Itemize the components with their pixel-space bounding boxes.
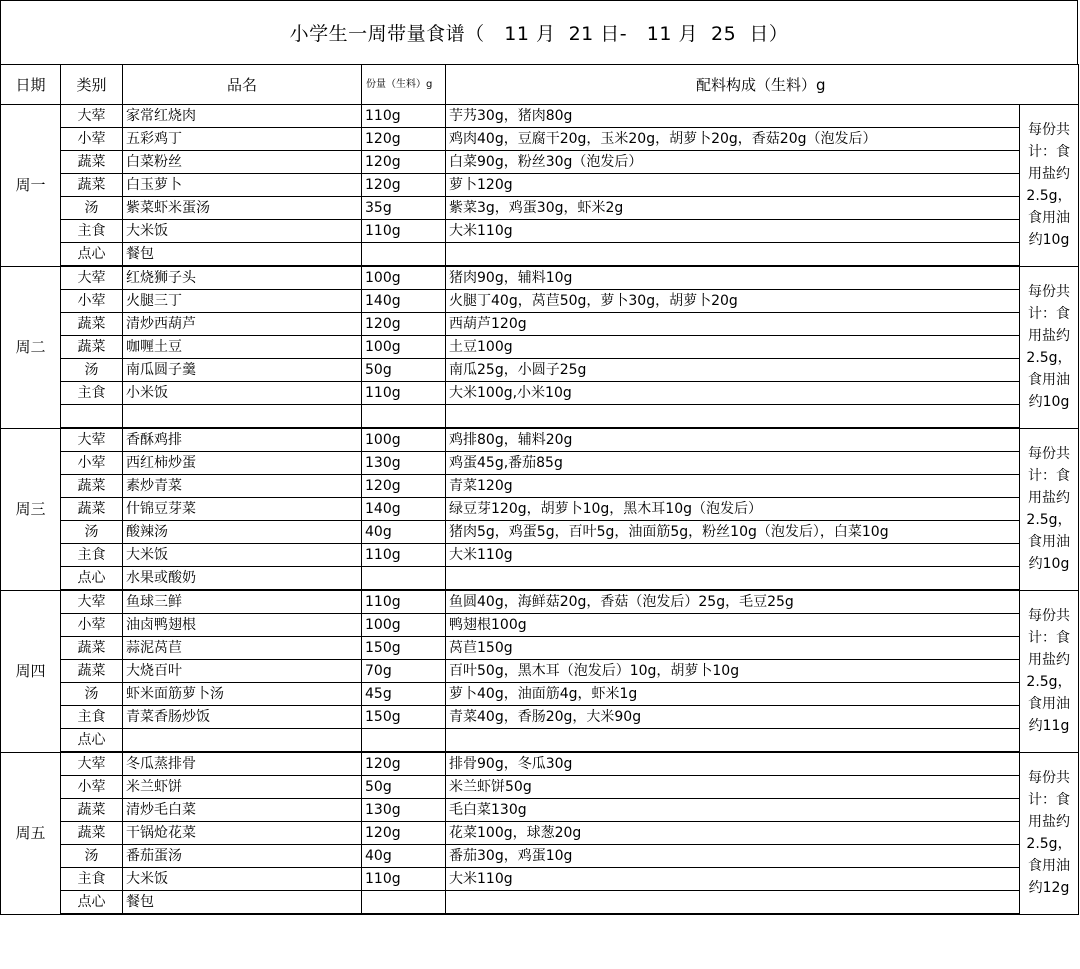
category-cell: 主食 (61, 868, 123, 891)
category-cell: 主食 (61, 706, 123, 729)
title-box (0, 0, 1078, 64)
name-cell: 什锦豆芽菜 (123, 498, 362, 521)
name-cell: 大烧百叶 (123, 660, 362, 683)
table-row (1, 544, 1079, 567)
amount-cell: 110g (362, 105, 446, 128)
amount-cell (362, 405, 446, 429)
category-cell: 小荤 (61, 776, 123, 799)
name-cell: 咖喱土豆 (123, 336, 362, 359)
amount-cell: 110g (362, 220, 446, 243)
name-cell (123, 405, 362, 429)
amount-cell: 150g (362, 637, 446, 660)
table-row (1, 729, 1079, 753)
ingredients-cell (446, 405, 1020, 429)
category-cell: 汤 (61, 359, 123, 382)
table-row (1, 822, 1079, 845)
amount-cell: 100g (362, 336, 446, 359)
category-cell: 蔬菜 (61, 336, 123, 359)
day-cell: 周四 (1, 590, 61, 752)
header-row (1, 65, 1079, 105)
name-cell: 清炒毛白菜 (123, 799, 362, 822)
day-cell: 周一 (1, 105, 61, 267)
name-cell: 大米饭 (123, 868, 362, 891)
category-cell: 蔬菜 (61, 313, 123, 336)
amount-cell: 110g (362, 590, 446, 614)
name-cell: 南瓜圆子羹 (123, 359, 362, 382)
ingredients-cell: 莴苣150g (446, 637, 1020, 660)
name-cell: 冬瓜蒸排骨 (123, 752, 362, 776)
ingredients-cell: 青菜120g (446, 475, 1020, 498)
ingredients-cell: 大米110g (446, 544, 1020, 567)
ingredients-cell: 番茄30g，鸡蛋10g (446, 845, 1020, 868)
amount-cell (362, 729, 446, 753)
amount-cell: 50g (362, 776, 446, 799)
table-row (1, 868, 1079, 891)
category-cell (61, 405, 123, 429)
table-row (1, 128, 1079, 151)
day-cell: 周二 (1, 266, 61, 428)
category-cell: 主食 (61, 220, 123, 243)
table-row (1, 266, 1079, 290)
category-cell: 蔬菜 (61, 498, 123, 521)
header-category: 类别 (61, 65, 123, 105)
header-amount: 份量（生料）g (362, 65, 446, 105)
category-cell: 点心 (61, 243, 123, 267)
day-cell: 周五 (1, 752, 61, 914)
category-cell: 主食 (61, 544, 123, 567)
amount-cell: 120g (362, 151, 446, 174)
category-cell: 蔬菜 (61, 475, 123, 498)
table-row (1, 405, 1079, 429)
category-cell: 蔬菜 (61, 174, 123, 197)
ingredients-cell: 绿豆芽120g，胡萝卜10g，黑木耳10g（泡发后） (446, 498, 1020, 521)
ingredients-cell: 毛白菜130g (446, 799, 1020, 822)
table-row (1, 498, 1079, 521)
summary-cell: 每份共计：食用盐约2.5g，食用油约11g (1020, 590, 1079, 752)
name-cell: 西红柿炒蛋 (123, 452, 362, 475)
amount-cell: 130g (362, 452, 446, 475)
amount-cell: 150g (362, 706, 446, 729)
page-title: 小学生一周带量食谱（ 11 月 21 日- 11 月 25 日） (289, 23, 789, 45)
ingredients-cell: 萝卜120g (446, 174, 1020, 197)
ingredients-cell: 鱼圆40g，海鲜菇20g，香菇（泡发后）25g，毛豆25g (446, 590, 1020, 614)
name-cell: 鱼球三鲜 (123, 590, 362, 614)
category-cell: 点心 (61, 891, 123, 915)
summary-cell: 每份共计：食用盐约2.5g，食用油约10g (1020, 266, 1079, 428)
name-cell: 白菜粉丝 (123, 151, 362, 174)
table-row (1, 336, 1079, 359)
table-row (1, 105, 1079, 128)
category-cell: 小荤 (61, 614, 123, 637)
header-date: 日期 (1, 65, 61, 105)
amount-cell: 120g (362, 822, 446, 845)
table-row (1, 174, 1079, 197)
ingredients-cell: 鸡排80g，辅料20g (446, 428, 1020, 452)
category-cell: 汤 (61, 521, 123, 544)
amount-cell (362, 891, 446, 915)
category-cell: 蔬菜 (61, 799, 123, 822)
amount-cell: 140g (362, 290, 446, 313)
ingredients-cell: 百叶50g，黑木耳（泡发后）10g，胡萝卜10g (446, 660, 1020, 683)
ingredients-cell (446, 243, 1020, 267)
amount-cell: 120g (362, 174, 446, 197)
ingredients-cell: 猪肉5g，鸡蛋5g，百叶5g，油面筋5g，粉丝10g（泡发后），白菜10g (446, 521, 1020, 544)
summary-cell: 每份共计：食用盐约2.5g，食用油约10g (1020, 105, 1079, 267)
amount-cell: 120g (362, 128, 446, 151)
category-cell: 汤 (61, 845, 123, 868)
amount-cell: 120g (362, 752, 446, 776)
table-row (1, 313, 1079, 336)
amount-cell: 40g (362, 845, 446, 868)
ingredients-cell: 花菜100g，球葱20g (446, 822, 1020, 845)
table-row (1, 290, 1079, 313)
category-cell: 蔬菜 (61, 822, 123, 845)
category-cell: 大荤 (61, 428, 123, 452)
summary-cell: 每份共计：食用盐约2.5g，食用油约12g (1020, 752, 1079, 914)
ingredients-cell: 鸭翅根100g (446, 614, 1020, 637)
amount-cell: 45g (362, 683, 446, 706)
name-cell: 五彩鸡丁 (123, 128, 362, 151)
name-cell: 火腿三丁 (123, 290, 362, 313)
table-row (1, 452, 1079, 475)
name-cell: 米兰虾饼 (123, 776, 362, 799)
category-cell: 点心 (61, 567, 123, 591)
name-cell: 素炒青菜 (123, 475, 362, 498)
menu-table (0, 64, 1079, 915)
name-cell: 小米饭 (123, 382, 362, 405)
table-row (1, 637, 1079, 660)
table-row (1, 243, 1079, 267)
ingredients-cell: 火腿丁40g，莴苣50g，萝卜30g，胡萝卜20g (446, 290, 1020, 313)
ingredients-cell: 大米110g (446, 220, 1020, 243)
name-cell: 红烧狮子头 (123, 266, 362, 290)
ingredients-cell: 南瓜25g，小圆子25g (446, 359, 1020, 382)
amount-cell (362, 567, 446, 591)
ingredients-cell: 米兰虾饼50g (446, 776, 1020, 799)
amount-cell: 100g (362, 428, 446, 452)
table-row (1, 567, 1079, 591)
table-row (1, 151, 1079, 174)
table-row (1, 220, 1079, 243)
table-row (1, 891, 1079, 915)
ingredients-cell: 青菜40g，香肠20g，大米90g (446, 706, 1020, 729)
category-cell: 主食 (61, 382, 123, 405)
category-cell: 汤 (61, 683, 123, 706)
ingredients-cell: 西葫芦120g (446, 313, 1020, 336)
amount-cell: 100g (362, 614, 446, 637)
amount-cell: 100g (362, 266, 446, 290)
category-cell: 小荤 (61, 128, 123, 151)
ingredients-cell: 排骨90g，冬瓜30g (446, 752, 1020, 776)
ingredients-cell: 大米100g,小米10g (446, 382, 1020, 405)
name-cell: 清炒西葫芦 (123, 313, 362, 336)
amount-cell: 140g (362, 498, 446, 521)
table-row (1, 428, 1079, 452)
name-cell: 餐包 (123, 891, 362, 915)
amount-cell: 70g (362, 660, 446, 683)
category-cell: 大荤 (61, 266, 123, 290)
name-cell: 酸辣汤 (123, 521, 362, 544)
category-cell: 小荤 (61, 290, 123, 313)
ingredients-cell: 大米110g (446, 868, 1020, 891)
category-cell: 大荤 (61, 105, 123, 128)
ingredients-cell: 白菜90g，粉丝30g（泡发后） (446, 151, 1020, 174)
ingredients-cell: 鸡蛋45g,番茄85g (446, 452, 1020, 475)
category-cell: 大荤 (61, 590, 123, 614)
table-row (1, 799, 1079, 822)
amount-cell: 130g (362, 799, 446, 822)
day-cell: 周三 (1, 428, 61, 590)
amount-cell: 35g (362, 197, 446, 220)
category-cell: 小荤 (61, 452, 123, 475)
ingredients-cell (446, 729, 1020, 753)
name-cell: 家常红烧肉 (123, 105, 362, 128)
category-cell: 汤 (61, 197, 123, 220)
category-cell: 蔬菜 (61, 637, 123, 660)
amount-cell: 50g (362, 359, 446, 382)
amount-cell: 110g (362, 868, 446, 891)
ingredients-cell: 土豆100g (446, 336, 1020, 359)
ingredients-cell (446, 567, 1020, 591)
table-row (1, 845, 1079, 868)
amount-cell (362, 243, 446, 267)
name-cell: 干锅炝花菜 (123, 822, 362, 845)
header-name: 品名 (123, 65, 362, 105)
name-cell: 餐包 (123, 243, 362, 267)
table-row (1, 382, 1079, 405)
amount-cell: 40g (362, 521, 446, 544)
name-cell: 虾米面筋萝卜汤 (123, 683, 362, 706)
table-row (1, 752, 1079, 776)
category-cell: 点心 (61, 729, 123, 753)
name-cell: 蒜泥莴苣 (123, 637, 362, 660)
name-cell: 白玉萝卜 (123, 174, 362, 197)
table-row (1, 197, 1079, 220)
table-row (1, 660, 1079, 683)
ingredients-cell: 猪肉90g，辅料10g (446, 266, 1020, 290)
category-cell: 蔬菜 (61, 660, 123, 683)
table-row (1, 359, 1079, 382)
ingredients-cell (446, 891, 1020, 915)
amount-cell: 120g (362, 475, 446, 498)
name-cell: 番茄蛋汤 (123, 845, 362, 868)
amount-cell: 110g (362, 382, 446, 405)
table-row (1, 706, 1079, 729)
name-cell: 青菜香肠炒饭 (123, 706, 362, 729)
table-row (1, 776, 1079, 799)
amount-cell: 120g (362, 313, 446, 336)
name-cell: 大米饭 (123, 220, 362, 243)
name-cell: 紫菜虾米蛋汤 (123, 197, 362, 220)
ingredients-cell: 紫菜3g，鸡蛋30g，虾米2g (446, 197, 1020, 220)
name-cell (123, 729, 362, 753)
amount-cell: 110g (362, 544, 446, 567)
table-row (1, 590, 1079, 614)
category-cell: 蔬菜 (61, 151, 123, 174)
table-row (1, 683, 1079, 706)
name-cell: 油卤鸭翅根 (123, 614, 362, 637)
summary-cell: 每份共计：食用盐约2.5g，食用油约10g (1020, 428, 1079, 590)
ingredients-cell: 芋艿30g，猪肉80g (446, 105, 1020, 128)
table-row (1, 614, 1079, 637)
name-cell: 大米饭 (123, 544, 362, 567)
header-ingredients: 配料构成（生料）g (446, 65, 1079, 105)
table-row (1, 475, 1079, 498)
ingredients-cell: 鸡肉40g，豆腐干20g，玉米20g，胡萝卜20g，香菇20g（泡发后） (446, 128, 1020, 151)
category-cell: 大荤 (61, 752, 123, 776)
name-cell: 水果或酸奶 (123, 567, 362, 591)
ingredients-cell: 萝卜40g，油面筋4g，虾米1g (446, 683, 1020, 706)
table-row (1, 521, 1079, 544)
menu-body (1, 105, 1079, 915)
name-cell: 香酥鸡排 (123, 428, 362, 452)
